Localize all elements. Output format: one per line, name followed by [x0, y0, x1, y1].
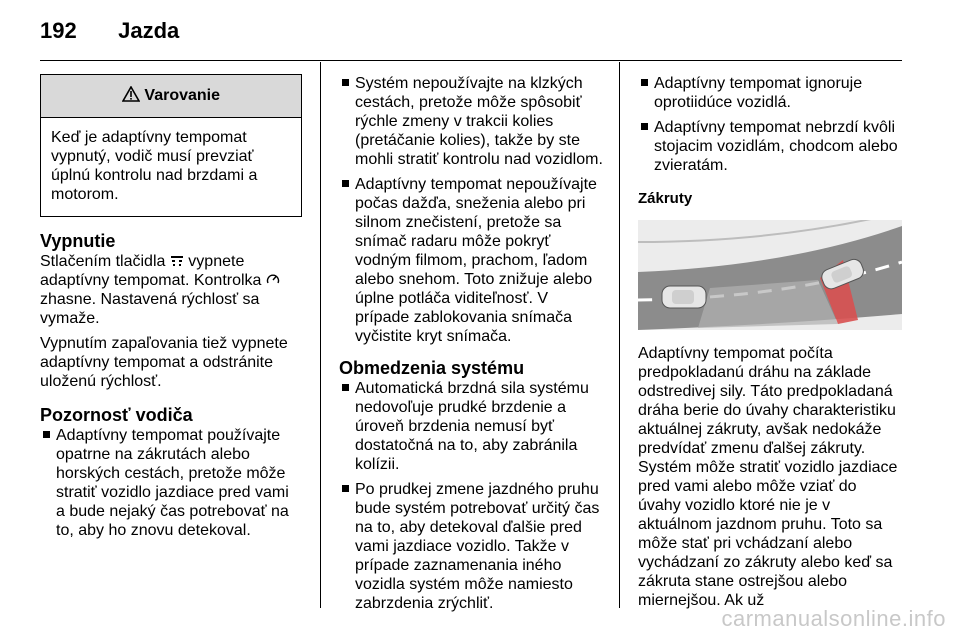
text-span: vypnete adaptívny tempomat. Kontrolka — [40, 253, 262, 289]
text-span: zhasne. Nastavená rýchlosť sa vymaže. — [40, 291, 260, 327]
distance-button-icon — [170, 255, 184, 267]
cruise-control-icon — [266, 273, 280, 286]
col2-list — [339, 74, 605, 346]
text-span: Stlačením tlačidla — [40, 253, 166, 270]
list-item: Systém nepoužívajte na klzkých cestách, pretože môže spôsobiť rýchle zmeny v trakcii kolies (pretáčanie kolies), takže by ste mohli stratiť kontrolu nad vozidlom. — [339, 74, 605, 169]
column-1 — [40, 74, 302, 546]
heading-pozornost: Pozornosť vodiča — [40, 405, 193, 425]
list-item: Adaptívny tempomat ignoruje oprotiidúce vozidlá. — [638, 74, 902, 112]
list-item: Adaptívny tempomat používajte opatrne na zákrutách alebo horských cestách, pretože môže stratiť vozidlo jazdiace pred vami a bude nejaký čas potrebovať na to, aby ho znovu detekoval. — [40, 426, 302, 540]
page-header — [40, 18, 179, 44]
header-rule — [40, 60, 902, 61]
subheading-zakruty: Zákruty — [638, 190, 693, 207]
warning-box — [40, 74, 302, 217]
list-item: Adaptívny tempomat nepoužívajte počas dažďa, sneženia alebo pri silnom znečistení, pretože sa snímač radaru môže pokryť vodným filmom, prachom, ľadom alebo snehom. Toto znižuje alebo úplne potláča viditeľnosť. V prípade zablokovania snímača vyčistite kryt snímača. — [339, 175, 605, 346]
obmedzenia-list — [339, 379, 605, 613]
column-divider — [619, 62, 620, 608]
heading-vypnutie: Vypnutie — [40, 231, 116, 251]
warning-triangle-icon — [122, 86, 140, 102]
column-2 — [339, 74, 605, 619]
page-number: 192 — [40, 18, 77, 43]
column-divider — [320, 62, 321, 608]
list-item: Automatická brzdná sila systému nedovoľuje prudké brzdenie a úroveň brzdenia nemusí byť dostatočná na to, aby zabránila kolízii. — [339, 379, 605, 474]
list-item: Po prudkej zmene jazdného pruhu bude systém potrebovať určitý čas na to, aby detekoval ďalšie pred vami jazdiace vozidlo. Takže v prípade zaznamenania iného vozidla systém môže namiesto zabrzdenia zrýchliť. — [339, 480, 605, 613]
col3-list — [638, 74, 902, 175]
warning-text: Keď je adaptívny tempomat vypnutý, vodič musí prevziať úplnú kontrolu nad brzdami a motorom. — [51, 129, 258, 203]
section-title: Jazda — [118, 18, 180, 43]
curve-road-two-cars-illustration — [638, 220, 902, 330]
zakruty-paragraph: Adaptívny tempomat počíta predpokladanú dráhu na základe odstredivej sily. Táto predpokladaná dráha berie do úvahy charakteristiku aktuálnej zákruty, avšak nedokáže predvídať zmenu ďalšej zákruty. Systém môže stratiť vozidlo jazdiace pred vami alebo môže vziať do úvahy vozidlo ktoré nie je v aktuálnom jazdnom pruhu. Toto sa môže stať pri vchádzaní alebo vychádzaní zo zákruty alebo keď sa zákruta stane ostrejšou alebo miernejšou. Ak už — [638, 345, 898, 609]
heading-obmedzenia: Obmedzenia systému — [339, 358, 525, 378]
warning-title: Varovanie — [144, 87, 221, 104]
column-3 — [638, 74, 902, 610]
following-car — [662, 286, 706, 308]
vypnutie-paragraph-2: Vypnutím zapaľovania tiež vypnete adaptívny tempomat a odstránite uloženú rýchlosť. — [40, 335, 288, 390]
warning-header — [41, 75, 301, 118]
vypnutie-paragraph-1 — [40, 252, 302, 328]
pozornost-list — [40, 426, 302, 540]
list-item: Adaptívny tempomat nebrzdí kvôli stojacim vozidlám, chodcom alebo zvieratám. — [638, 118, 902, 175]
watermark: carmanualsonline.info — [721, 606, 946, 631]
